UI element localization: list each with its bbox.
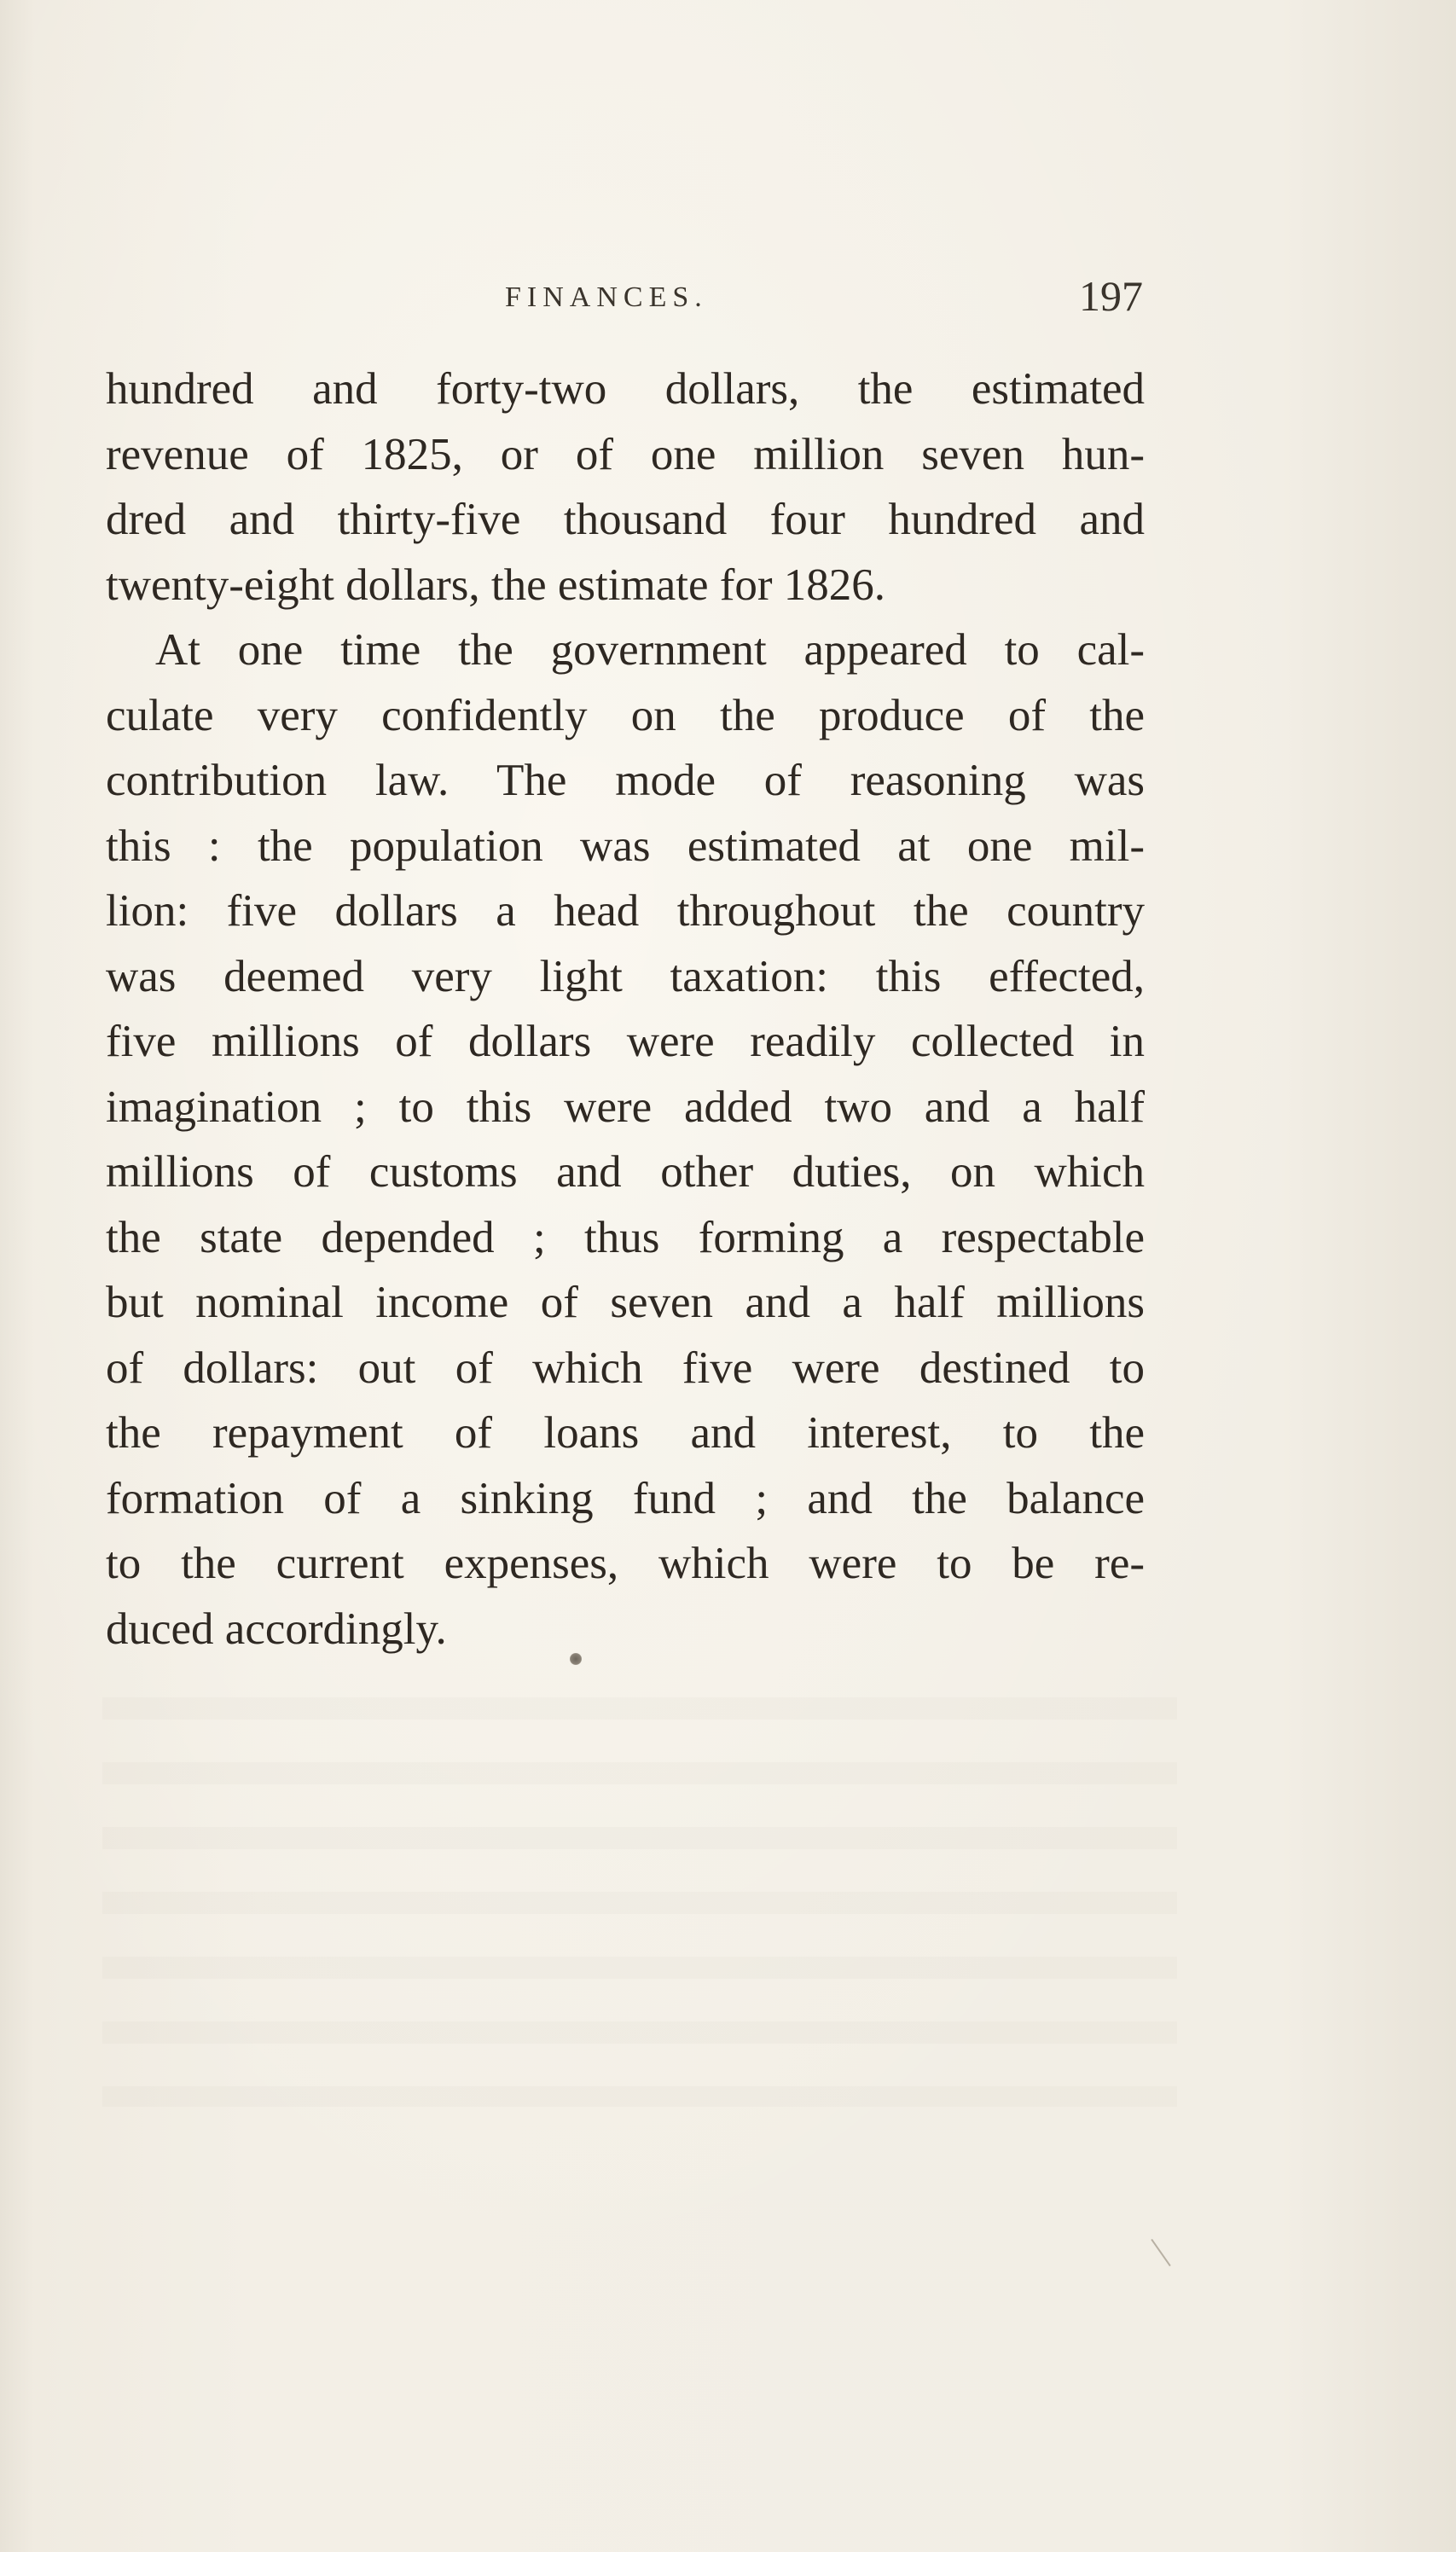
page-header (104, 271, 1143, 322)
page-number: 197 (1079, 272, 1143, 320)
text-line: the repayment of loans and interest, to the (106, 1408, 1145, 1458)
text-line: the state depended ; thus forming a respectable (106, 1212, 1145, 1262)
text-line: to the current expenses, which were to be re- (106, 1539, 1145, 1588)
text-line: of dollars: out of which five were destined to (106, 1343, 1145, 1393)
body-text (106, 357, 1145, 1662)
text-line: five millions of dollars were readily collected in (106, 1017, 1145, 1066)
text-line: millions of customs and other duties, on which (106, 1147, 1145, 1197)
paper-scratch (1151, 2239, 1170, 2266)
text-line: this : the population was estimated at one mil- (106, 821, 1145, 871)
text-line: was deemed very light taxation: this effected, (106, 951, 1145, 1001)
text-line: formation of a sinking fund ; and the balance (106, 1473, 1145, 1523)
text-line: hundred and forty-two dollars, the estimated (106, 364, 1145, 414)
show-through-texture (102, 1663, 1177, 2107)
text-line: duced accordingly. (106, 1604, 447, 1654)
text-line: dred and thirty-five thousand four hundred and (106, 495, 1145, 544)
text-line: culate very confidently on the produce of the (106, 690, 1145, 740)
paragraph-first-line: At one time the government appeared to cal- (155, 625, 1145, 675)
text-line: but nominal income of seven and a half millions (106, 1278, 1145, 1327)
text-line: lion: five dollars a head throughout the country (106, 886, 1145, 936)
ink-speck (570, 1653, 582, 1665)
text-line: twenty-eight dollars, the estimate for 1826. (106, 560, 886, 610)
text-line: contribution law. The mode of reasoning was (106, 756, 1145, 805)
text-line: revenue of 1825, or of one million seven hun- (106, 429, 1145, 479)
text-line: imagination ; to this were added two and a half (106, 1082, 1145, 1132)
running-head: FINANCES. (505, 281, 708, 313)
